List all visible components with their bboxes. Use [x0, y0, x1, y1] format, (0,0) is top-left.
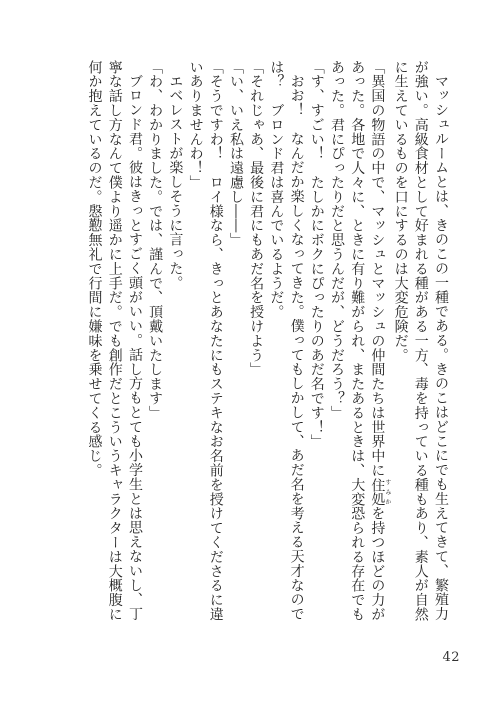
page-number: 42 [442, 650, 460, 665]
vertical-text-block [51, 60, 451, 635]
paragraph-9: 「わ、わかりました。では、謹んで、頂戴いたします」 [147, 60, 164, 420]
paragraph-7: 「そうですわ！ ロイ様なら、きっとあなたにもステキなお名前を授けてくださるに違いありませんわ！」 [187, 60, 224, 622]
paragraph-3: 「す、すごい！ たしかにボクにぴったりのあだ名です！」 [308, 60, 325, 449]
paragraph-2-text: 「異国の物語の中で、マッシュとマッシュの仲間たちは世界中に [369, 60, 386, 478]
paragraph-1: マッシュルームとは、きのこの一種である。きのこはどこにでも生えてきて、繁殖力が強い。高級食材として好まれる種がある一方、毒を持っている種もあり、素人が自然に生えているものを口にするのは大変危険だ。 [392, 60, 449, 622]
paragraph-4: おお！ なんだか楽しくなってきた。僕ってもしかして、あだ名を考える天才なのでは？ ブロンド君は喜んでいるようだ。 [268, 60, 305, 622]
paragraph-10: ブロンド君。彼はきっとすごく頭がいい。話し方もとても小学生とは思えないし、丁寧な話し方なんて僕より遥かに上手だ。でも創作だとこういうキャラクターは大概腹に何か抱えているのだ。慇懃無礼で行間に嫌味を乗せてくる感じ。 [86, 60, 143, 622]
paragraph-5: 「それじゃあ、最後に君にもあだ名を授けよう」 [248, 60, 265, 377]
furigana: すみか [383, 477, 391, 507]
paragraph-8: エベレストが楽しそうに言った。 [167, 74, 184, 290]
paragraph-2-text-after: を持つほどの力があった。各地で人々に、ときに有り難がられ、またあるときは、大変恐られる存在でもあった。君にぴったりだと思うんだが、どうだろう？」 [328, 60, 386, 622]
paragraph-6: 「い、いえ私は遠慮し――」 [227, 60, 244, 248]
ruby-word: 住処すみか [369, 477, 391, 507]
paragraph-2 [327, 60, 391, 635]
